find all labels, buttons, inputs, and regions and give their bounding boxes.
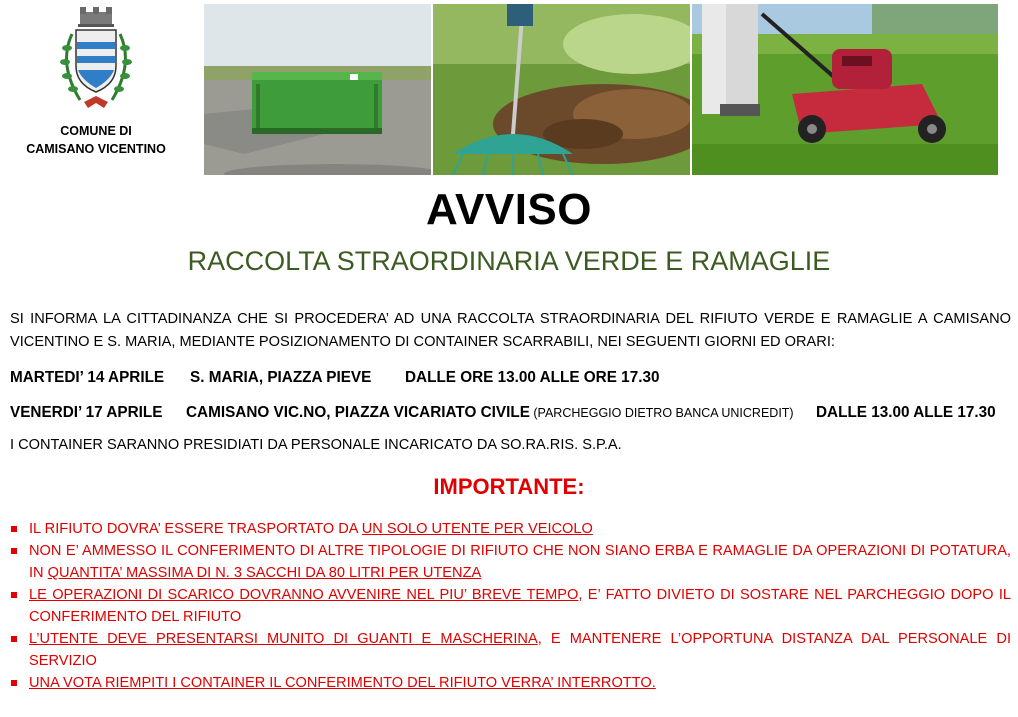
page-subtitle: RACCOLTA STRAORDINARIA VERDE E RAMAGLIE (187, 246, 831, 276)
schedule-day: VENERDI’ 17 APRILE (10, 404, 163, 421)
comune-line-2: CAMISANO VICENTINO (26, 142, 166, 156)
schedule-note: (PARCHEGGIO DIETRO BANCA UNICREDIT) (529, 406, 794, 420)
bullet-text: IL RIFIUTO DOVRA’ ESSERE TRASPORTATO DA (29, 521, 362, 537)
bullet-underlined: QUANTITA’ MASSIMA DI N. 3 SACCHI DA 80 LITRI PER UTENZA (47, 565, 482, 581)
coat-of-arms-icon (50, 4, 142, 120)
schedule-place: CAMISANO VIC.NO, PIAZZA VICARIATO CIVILE (186, 404, 530, 421)
list-item (10, 628, 1011, 672)
important-heading: IMPORTANTE: (433, 474, 585, 499)
container-photo (204, 4, 431, 175)
important-list (10, 518, 1011, 694)
schedule-place: S. MARIA, PIAZZA PIEVE (190, 369, 372, 386)
rake-photo (433, 4, 690, 175)
bullet-text: , E MANTENERE L’OPPORTUNA DISTANZA DAL PERSONALE DI SERVIZIO (29, 631, 1011, 669)
bullet-square-icon (11, 592, 17, 598)
schedule-day: MARTEDI’ 14 APRILE (10, 369, 165, 386)
bullet-text: NON E’ AMMESSO IL CONFERIMENTO DI ALTRE TIPOLOGIE DI RIFIUTO CHE NON SIANO ERBA E RAMAGLIE DA OPERAZIONI DI POTATURA, IN (29, 543, 1011, 581)
comune-line-1: COMUNE DI (60, 124, 132, 138)
schedule-row (10, 369, 660, 387)
list-item (10, 540, 1011, 584)
intro-paragraph: SI INFORMA LA CITTADINANZA CHE SI PROCEDERA’ AD UNA RACCOLTA STRAORDINARIA DEL RIFIUTO VERDE E RAMAGLIE A CAMISANO VICENTINO E S. MARIA, MEDIANTE POSIZIONAMENTO DI CONTAINER SCARRABILI, NEI SEGUENTI GIORNI ED ORARI: (10, 311, 1011, 350)
bullet-square-icon (11, 526, 17, 532)
page-header (0, 0, 1018, 180)
presidiati-note: I CONTAINER SARANNO PRESIDIATI DA PERSONALE INCARICATO DA SO.RA.RIS. S.P.A. (10, 437, 622, 453)
comune-name (10, 122, 182, 158)
bullet-square-icon (11, 636, 17, 642)
schedule-place-wrap (186, 404, 794, 422)
bullet-square-icon (11, 548, 17, 554)
list-item (10, 672, 1011, 694)
bullet-underlined: LE OPERAZIONI DI SCARICO DOVRANNO AVVENIRE NEL PIU’ BREVE TEMPO (29, 587, 579, 603)
page-title: AVVISO (425, 185, 592, 234)
bullet-square-icon (11, 680, 17, 686)
schedule-row (10, 404, 996, 422)
bullet-underlined: L’UTENTE DEVE PRESENTARSI MUNITO DI GUANTI E MASCHERINA (29, 631, 538, 647)
bullet-text: , E’ FATTO DIVIETO DI SOSTARE NEL PARCHEGGIO DOPO IL CONFERIMENTO DEL RIFIUTO (29, 587, 1011, 625)
list-item (10, 584, 1011, 628)
bullet-underlined: UNA VOTA RIEMPITI I CONTAINER IL CONFERIMENTO DEL RIFIUTO VERRA’ INTERROTTO. (29, 675, 656, 691)
schedule-hours: DALLE 13.00 ALLE 17.30 (816, 404, 996, 421)
bullet-underlined: UN SOLO UTENTE PER VEICOLO (361, 521, 593, 537)
list-item (10, 518, 1011, 540)
schedule-hours: DALLE ORE 13.00 ALLE ORE 17.30 (405, 369, 660, 386)
lawnmower-photo (692, 4, 998, 175)
